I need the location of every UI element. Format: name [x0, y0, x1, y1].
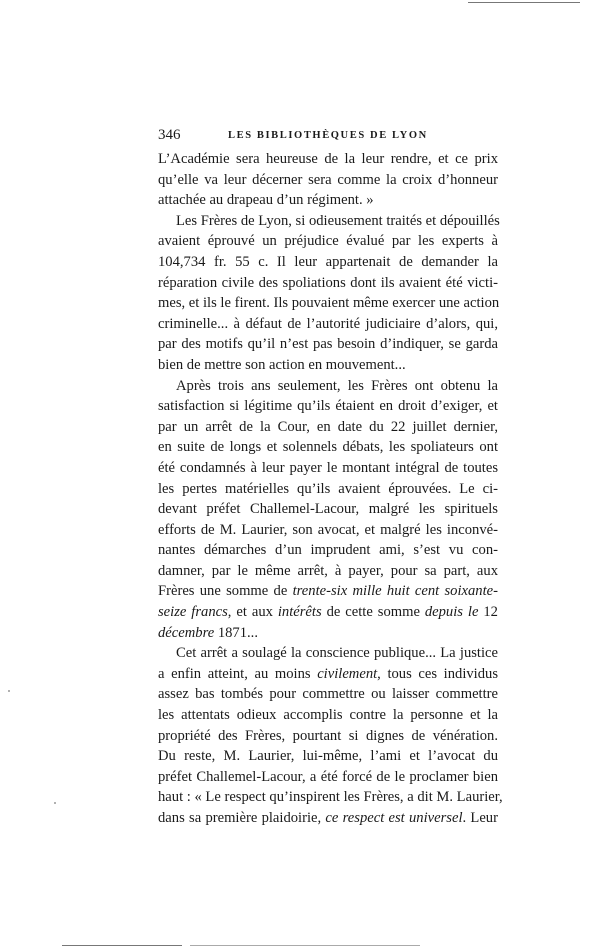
text-line: devant préfet Challemel-Lacour, malgré les spirituels	[158, 501, 498, 518]
text-line: satisfaction si légitime qu’ils étaient en droit d’exiger, et	[158, 398, 498, 415]
text-line: préfet Challemel-Lacour, a été forcé de le proclamer bien	[158, 768, 498, 785]
text-line: en suite de longs et solennels débats, les spoliateurs ont	[158, 439, 498, 456]
text-line: assez bas tombés pour commettre ou laisser commettre	[158, 686, 498, 703]
text-line: seize francs, et aux intérêts de cette somme depuis le 12	[158, 604, 498, 621]
text-line: attachée au drapeau d’un régiment. »	[158, 192, 374, 209]
text-line: Cet arrêt a soulagé la conscience publique... La justice	[176, 645, 498, 662]
text-line: nantes démarches d’un imprudent ami, s’est vu con-	[158, 542, 498, 559]
running-title: LES BIBLIOTHÈQUES DE LYON	[228, 130, 428, 141]
text-line: propriété des Frères, pourtant si dignes de vénération.	[158, 727, 498, 744]
text-line: qu’elle va leur décerner sera comme la croix d’honneur	[158, 171, 498, 188]
text-line: haut : « Le respect qu’inspirent les Frères, a dit M. Laurier,	[158, 789, 503, 806]
text-line: efforts de M. Laurier, son avocat, et malgré les inconvé-	[158, 521, 498, 538]
text-line: damner, par le même arrêt, à payer, pour sa part, aux	[158, 562, 498, 579]
text-line: dans sa première plaidoirie, ce respect est universel. Leur	[158, 810, 498, 826]
text-line: Les Frères de Lyon, si odieusement traités et dépouillés	[176, 212, 500, 229]
text-line: L’Académie sera heureuse de la leur rendre, et ce prix	[158, 151, 498, 167]
body-text	[158, 149, 503, 829]
text-line: mes, et ils le firent. Ils pouvaient même exercer une action	[158, 295, 500, 312]
text-line: Frères une somme de trente-six mille huit cent soixante-	[158, 583, 498, 600]
text-line: décembre 1871...	[158, 624, 258, 641]
page-number: 346	[158, 127, 181, 143]
text-line: Du reste, M. Laurier, lui-même, l’ami et l’avocat du	[158, 748, 498, 765]
text-line: 104,734 fr. 55 c. Il leur appartenait de demander la	[158, 253, 498, 270]
text-line: été condamnés à leur payer le montant intégral de toutes	[158, 459, 498, 476]
bottom-edge-rule	[62, 945, 182, 946]
text-line: les pertes matérielles qu’ils avaient éprouvées. Le ci-	[158, 480, 498, 497]
text-line: a enfin atteint, au moins civilement, tous ces individus	[158, 665, 499, 682]
text-line: par des motifs qu’il n’est pas besoin d’indiquer, se garda	[158, 336, 498, 353]
text-line: bien de mettre son action en mouvement...	[158, 356, 406, 373]
text-line: les attentats odieux accomplis contre la personne et la	[158, 707, 498, 724]
page-header	[158, 127, 498, 147]
text-line: criminelle... à défaut de l’autorité judiciaire d’alors, qui,	[158, 315, 498, 332]
top-edge-rule	[468, 2, 580, 3]
text-line: réparation civile des spoliations dont ils avaient été victi-	[158, 274, 498, 291]
margin-mark	[8, 690, 10, 692]
text-line: par un arrêt de la Cour, en date du 22 juillet dernier,	[158, 418, 498, 435]
bottom-edge-rule-right	[190, 945, 420, 946]
text-line: avaient éprouvé un préjudice évalué par les experts à	[158, 233, 498, 250]
text-line: Après trois ans seulement, les Frères ont obtenu la	[176, 377, 498, 394]
margin-mark	[54, 802, 56, 804]
